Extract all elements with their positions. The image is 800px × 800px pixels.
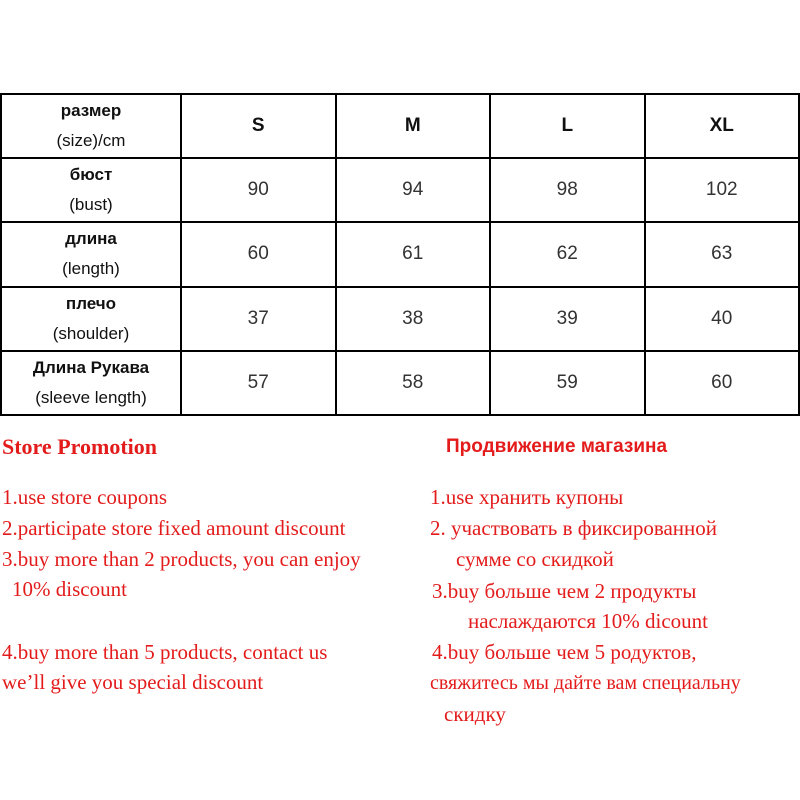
- table-row: [1, 158, 799, 222]
- row-label-en: (sleeve length): [35, 387, 147, 407]
- table-cell: 39: [490, 287, 645, 351]
- row-label-en: (size)/cm: [56, 131, 126, 151]
- row-label-ru: Длина Рукава: [32, 357, 150, 377]
- promotion-line-en: 1.use store coupons: [2, 485, 168, 509]
- table-cell: 40: [645, 287, 800, 351]
- promotion-line-ru: 2. участвовать в фиксированной: [430, 516, 717, 540]
- row-label-ru: размер: [60, 101, 122, 121]
- size-header-s: S: [181, 94, 336, 158]
- promotion-line-ru: сумме со скидкой: [456, 547, 614, 571]
- promotion-line-en: 2.participate store fixed amount discount: [2, 516, 346, 540]
- promotion-line-en: 3.buy more than 2 products, you can enjoy: [2, 547, 361, 571]
- table-cell: 94: [336, 158, 491, 222]
- size-chart-table: [0, 93, 800, 416]
- size-header-l: L: [490, 94, 645, 158]
- promotion-line-ru: 3.buy больше чем 2 продукты: [432, 579, 697, 603]
- promotion-line-ru: наслаждаются 10% dicount: [468, 609, 709, 633]
- table-cell: 63: [645, 222, 800, 286]
- table-cell: 59: [490, 351, 645, 415]
- row-label-cell: [1, 158, 181, 222]
- promotion-line-en: we’ll give you special discount: [2, 670, 264, 694]
- promotion-line-ru: 4.buy больше чем 5 родуктов,: [432, 640, 697, 664]
- size-header-m: M: [336, 94, 491, 158]
- table-row: [1, 222, 799, 286]
- table-cell: 38: [336, 287, 491, 351]
- promotion-title-ru: Продвижение магазина: [446, 436, 668, 457]
- promotion-line-en: 4.buy more than 5 products, contact us: [2, 640, 328, 664]
- table-row: [1, 351, 799, 415]
- row-label-ru: бюст: [69, 165, 113, 185]
- promotion-line-ru: 1.use хранить купоны: [430, 485, 624, 509]
- promotion-title-en: Store Promotion: [2, 434, 157, 459]
- header-label-cell: [1, 94, 181, 158]
- row-label-cell: [1, 222, 181, 286]
- table-cell: 102: [645, 158, 800, 222]
- table-cell: 60: [645, 351, 800, 415]
- table-cell: 61: [336, 222, 491, 286]
- table-cell: 37: [181, 287, 336, 351]
- table-header-row: [1, 94, 799, 158]
- table-cell: 90: [181, 158, 336, 222]
- row-label-ru: длина: [65, 229, 117, 249]
- table-row: [1, 287, 799, 351]
- promotion-line-en: 10% discount: [12, 577, 127, 601]
- row-label-en: (shoulder): [52, 323, 130, 343]
- promotion-line-ru: свяжитесь мы дайте вам специальну: [430, 672, 741, 694]
- row-label-cell: [1, 287, 181, 351]
- row-label-cell: [1, 351, 181, 415]
- row-label-en: (length): [62, 259, 120, 279]
- table-cell: 57: [181, 351, 336, 415]
- row-label-en: (bust): [69, 195, 113, 215]
- table-cell: 98: [490, 158, 645, 222]
- table-cell: 58: [336, 351, 491, 415]
- size-header-xl: XL: [645, 94, 800, 158]
- promotion-line-ru: скидку: [444, 702, 506, 726]
- table-cell: 62: [490, 222, 645, 286]
- row-label-ru: плечо: [65, 293, 117, 313]
- table-cell: 60: [181, 222, 336, 286]
